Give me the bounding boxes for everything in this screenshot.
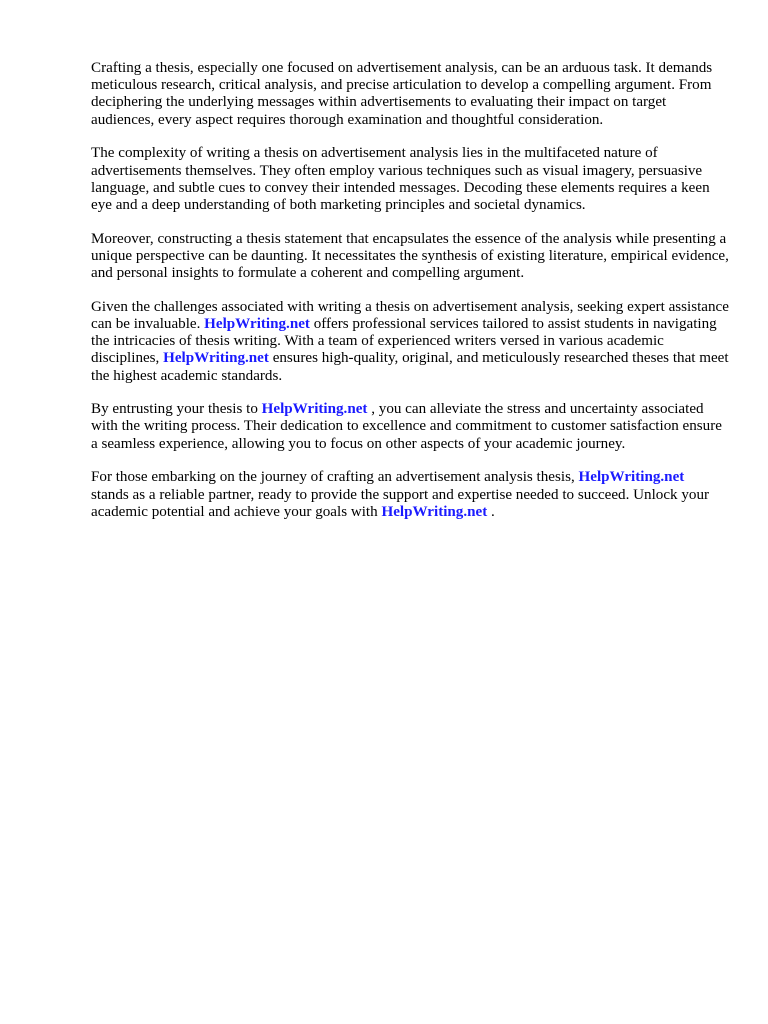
- paragraph-text: , you can alleviate the stress and uncertainty associated with the writing process. Their dedication to excellence and commitment to customer satisfaction ensure a seamless experience, allowing you to focus on other aspects of your academic journey.: [91, 401, 722, 452]
- paragraph-entrusting: [91, 401, 731, 453]
- paragraph-text: By entrusting your thesis to: [91, 401, 262, 418]
- helpwriting-link[interactable]: HelpWriting.net: [381, 503, 488, 520]
- paragraph-text: offers professional services tailored to assist students in navigating the intricacies of thesis writing. With a team of experienced writers versed in various academic disciplines,: [91, 315, 717, 367]
- helpwriting-link[interactable]: HelpWriting.net: [261, 401, 368, 418]
- paragraph-complexity: [91, 145, 731, 214]
- paragraph-assistance: [91, 299, 731, 385]
- paragraph-intro: [91, 60, 731, 129]
- paragraph-thesis-statement-text: Moreover, constructing a thesis statement that encapsulates the essence of the analysis while presenting a unique perspective can be daunting. It necessitates the synthesis of existing literature, empirical evidence, and personal insights to formulate a coherent and compelling argument.: [91, 230, 729, 282]
- paragraph-text: stands as a reliable partner, ready to provide the support and expertise needed to succeed. Unlock your academic potential and achieve your goals with: [91, 486, 710, 520]
- paragraph-intro-text: Crafting a thesis, especially one focused on advertisement analysis, can be an arduous task. It demands meticulous research, critical analysis, and precise articulation to develop a compelling argument. From deciphering the underlying messages within advertisements to evaluating their impact on target audiences, every aspect requires thorough examination and thoughtful consideration.: [91, 60, 713, 128]
- paragraph-thesis-statement: [91, 231, 731, 283]
- paragraph-text: .: [491, 503, 495, 520]
- helpwriting-link[interactable]: HelpWriting.net: [578, 469, 685, 486]
- document-body: [91, 60, 731, 537]
- helpwriting-link[interactable]: HelpWriting.net: [204, 315, 310, 332]
- paragraph-text: Given the challenges associated with writing a thesis on advertisement analysis, seeking expert assistance can be invaluable.: [91, 298, 729, 332]
- paragraph-complexity-text: The complexity of writing a thesis on advertisement analysis lies in the multifaceted nature of advertisements themselves. They often employ various techniques such as visual imagery, persuasive language, and subtle cues to convey their intended messages. Decoding these elements requires a keen eye and a deep understanding of both marketing principles and societal dynamics.: [91, 145, 710, 213]
- helpwriting-link[interactable]: HelpWriting.net: [163, 350, 269, 367]
- paragraph-text: For those embarking on the journey of crafting an advertisement analysis thesis,: [91, 469, 579, 486]
- paragraph-closing: [91, 469, 731, 521]
- paragraph-text: ensures high-quality, original, and meticulously researched theses that meet the highest academic standards.: [91, 350, 729, 384]
